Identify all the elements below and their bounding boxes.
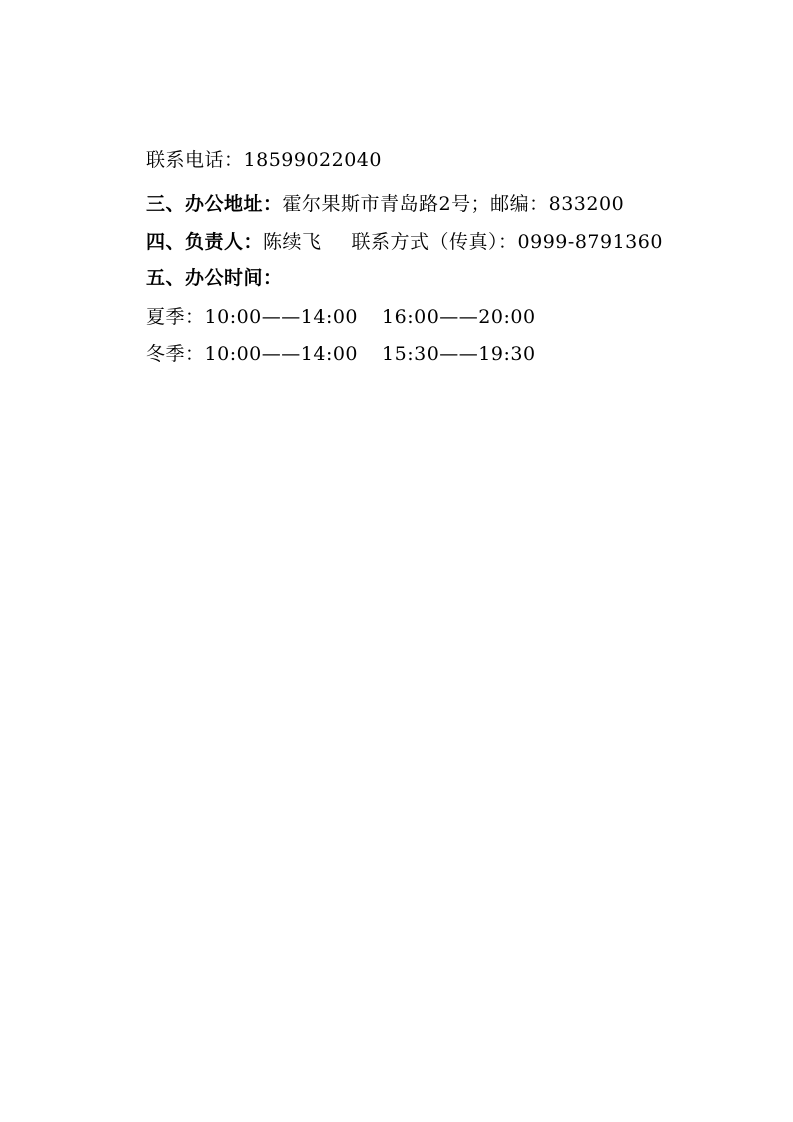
contact-phone-line — [146, 148, 382, 172]
winter-morning-hours: 10:00——14:00 — [204, 343, 359, 365]
winter-hours-line — [146, 342, 536, 366]
summer-afternoon-hours: 16:00——20:00 — [382, 306, 536, 328]
summer-label: 夏季： — [146, 306, 205, 328]
office-address-line — [146, 192, 624, 217]
winter-label: 冬季： — [146, 343, 205, 365]
postcode-label: 邮编： — [490, 193, 549, 215]
office-address-value: 霍尔果斯市青岛路2号； — [282, 193, 491, 215]
responsible-person-line — [146, 230, 663, 255]
summer-hours-line — [146, 305, 536, 329]
winter-afternoon-hours: 15:30——19:30 — [382, 343, 536, 365]
summer-morning-hours: 10:00——14:00 — [204, 306, 359, 328]
office-address-heading: 三、办公地址： — [146, 193, 283, 215]
responsible-person-name: 陈续飞 — [263, 231, 322, 253]
contact-method-value: 0999-8791360 — [517, 231, 663, 253]
contact-phone-label: 联系电话： — [146, 149, 244, 171]
postcode-value: 833200 — [548, 193, 625, 215]
office-hours-heading: 五、办公时间： — [146, 267, 283, 289]
contact-method-label: 联系方式（传真）： — [351, 231, 518, 253]
responsible-person-heading: 四、负责人： — [146, 231, 264, 253]
contact-phone-value: 18599022040 — [243, 149, 382, 171]
